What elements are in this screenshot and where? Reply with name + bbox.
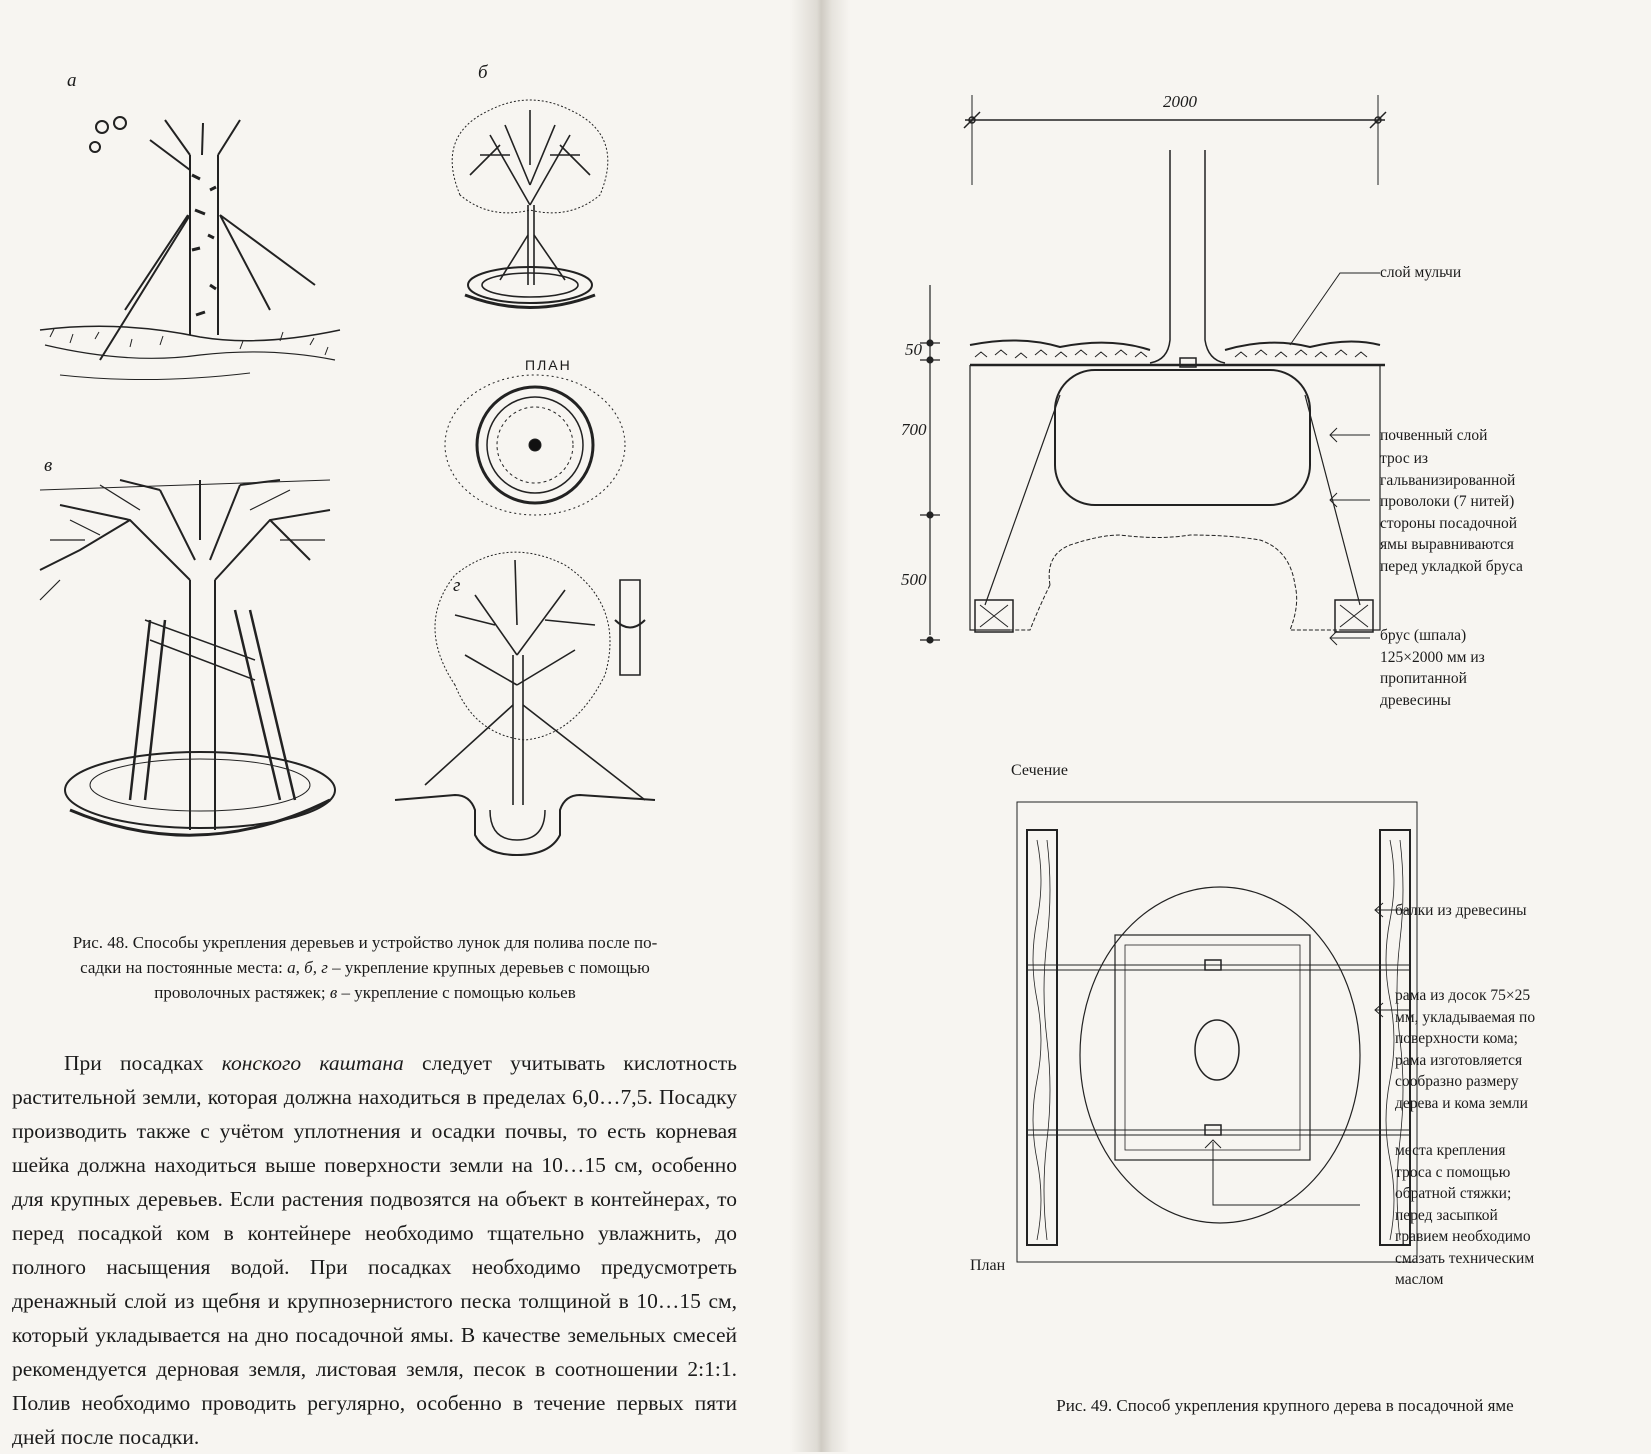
label-mulch: слой мульчи: [1380, 264, 1462, 281]
plan-title: План: [970, 1257, 1006, 1274]
paragraph-text: [12, 1046, 737, 1454]
paragraph-post: следует учитывать кислотность растительной земли, которая должна находиться в пределах 6,0…7,5. Посадку производить также с учётом уплотнения и осадки почвы, то есть корневая шейка должна находиться выше поверхности земли на 10…15 см, особенно для крупных деревьев. Если растения подвозятся на объект в контейнерах, то перед посадкой ком в контейнере необходимо тщательно увлажнить, до полного насыщения водой. При посадках необходимо предусмотреть дренажный слой из щебня и крупнозернистого песка толщиной в 10…15 см, который укладывается на дно посадочной ямы. В качестве земельных смесей рекомендуется дерновая земля, листовая земля, песок в соотношении 2:1:1. Полив необходимо проводить регулярно, особенно в течение первых пяти дней после посадки.: [12, 1051, 737, 1449]
label-frame-line: мм, укладываемая по: [1395, 1008, 1536, 1026]
section-title: Сечение: [1011, 762, 1068, 779]
label-frame-line: сообразно размеру: [1395, 1073, 1519, 1090]
label-fix-line: перед засыпкой: [1395, 1206, 1498, 1224]
label-frame-line: рама из досок 75×25: [1395, 987, 1531, 1004]
figure-label-g: г: [453, 575, 461, 596]
figure49-caption: Рис. 49. Способ укрепления крупного дерева в посадочной яме: [1056, 1396, 1514, 1415]
label-fix-line: троса с помощью: [1395, 1163, 1511, 1181]
label-beam-line: древесины: [1380, 691, 1451, 709]
paragraph-italic: конского каштана: [221, 1051, 404, 1075]
label-frame-line: дерева и кома земли: [1395, 1094, 1528, 1112]
label-frame: [1395, 985, 1535, 1114]
label-beam: [1380, 625, 1485, 711]
illustration-v: [40, 480, 330, 880]
label-beam-line: 125×2000 мм из: [1380, 648, 1485, 666]
label-fix-line: обратной стяжки;: [1395, 1185, 1512, 1202]
label-soil: почвенный слой: [1380, 427, 1488, 444]
caption-line-3-pre: проволочных растяжек;: [154, 983, 330, 1002]
label-cable-line: трос из: [1380, 450, 1429, 467]
label-frame-line: рама изготовляется: [1395, 1051, 1523, 1069]
caption-line-3: [20, 980, 710, 1005]
section-leaders: [1285, 270, 1395, 670]
label-cable: [1380, 448, 1523, 577]
dim-50: 50: [905, 340, 922, 359]
label-fix: [1395, 1140, 1534, 1291]
figure-label-v: в: [44, 455, 53, 476]
label-fix-line: смазать техническим: [1395, 1249, 1535, 1267]
plan-drawing: [1015, 800, 1425, 1280]
figure-label-a: а: [67, 70, 77, 91]
left-page: [0, 0, 800, 1452]
figure48-caption: [20, 930, 710, 1005]
caption-line-2: [20, 955, 710, 980]
dim-width: 2000: [1163, 92, 1197, 111]
paragraph-pre: При посадках: [64, 1051, 222, 1075]
right-page: [835, 0, 1651, 1452]
dim-700: 700: [901, 420, 927, 439]
caption-line-2-letters: а, б, г: [287, 958, 328, 977]
illustration-a: [40, 115, 340, 415]
label-beams: балки из древесины: [1395, 902, 1527, 919]
body-paragraph: [12, 1046, 737, 1454]
vertical-dimension: [920, 285, 970, 645]
label-beam-line: брус (шпала): [1380, 627, 1467, 644]
caption-line-3-letter: в: [329, 983, 338, 1002]
label-frame-line: поверхности кома;: [1395, 1030, 1518, 1047]
plan-label: ПЛАН: [525, 357, 572, 373]
label-fix-line: гравием необходимо: [1395, 1228, 1531, 1245]
caption-line-1: Рис. 48. Способы укрепления деревьев и устройство лунок для полива после по-: [72, 933, 658, 952]
caption-line-2-pre: садки на постоянные места:: [80, 958, 288, 977]
dim-500: 500: [901, 570, 927, 589]
label-beam-line: пропитанной: [1380, 670, 1467, 687]
figure-label-b: б: [478, 62, 488, 83]
label-cable-line: перед укладкой бруса: [1380, 557, 1523, 575]
label-fix-line: места крепления: [1395, 1142, 1506, 1159]
illustration-b: [430, 95, 630, 345]
illustration-plan: [440, 370, 630, 520]
caption-line-2-post: – укрепление крупных деревьев с помощью: [327, 958, 650, 977]
label-cable-line: гальванизированной: [1380, 471, 1516, 489]
illustration-g: [395, 545, 675, 865]
label-fix-line: маслом: [1395, 1271, 1444, 1288]
label-cable-line: стороны посадочной: [1380, 514, 1518, 532]
caption-line-3-post: – укрепление с помощью кольев: [337, 983, 576, 1002]
label-cable-line: ямы выравниваются: [1380, 536, 1514, 553]
label-cable-line: проволоки (7 нитей): [1380, 493, 1515, 510]
